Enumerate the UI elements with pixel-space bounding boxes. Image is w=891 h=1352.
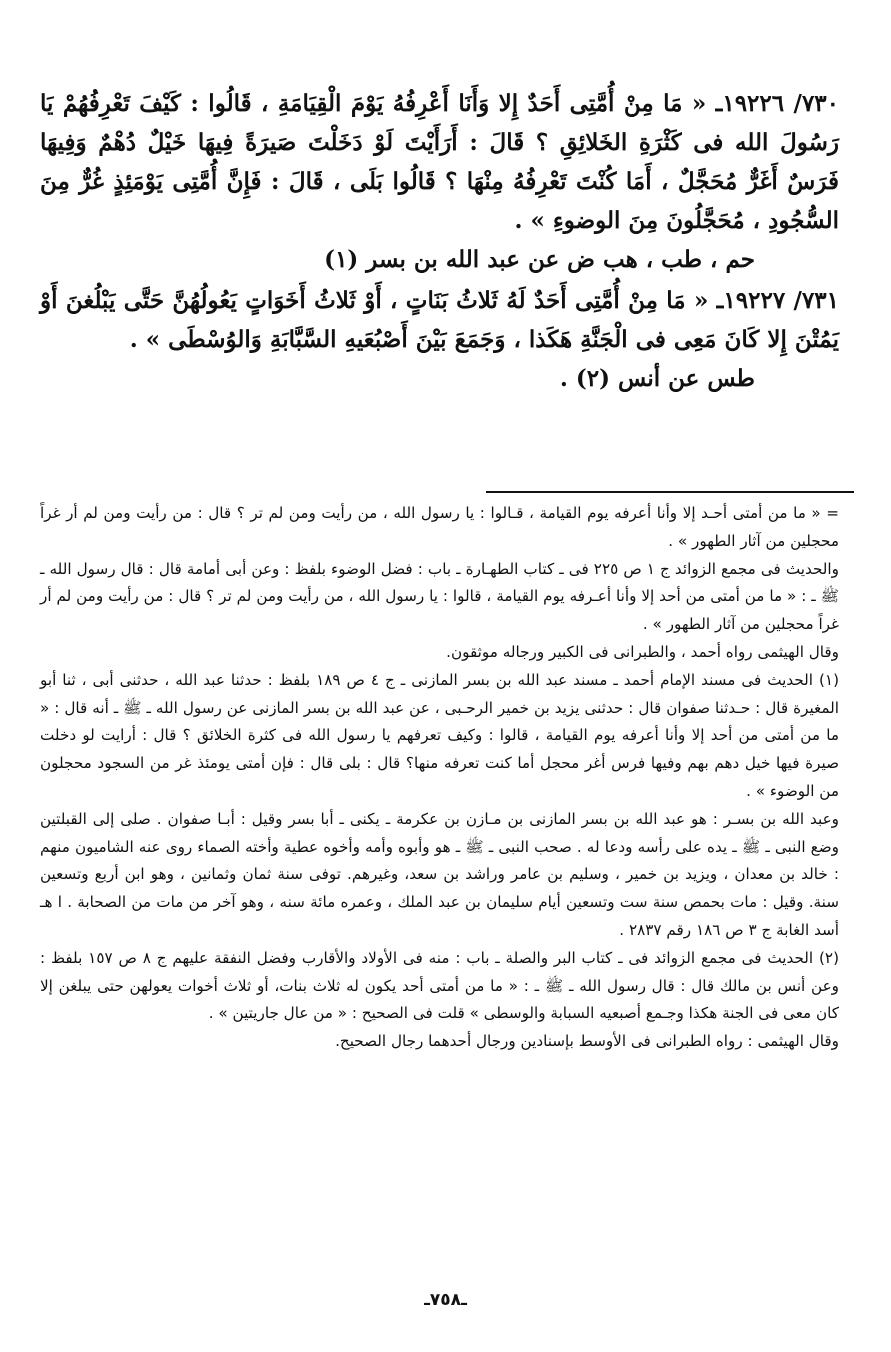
footnote-1: (١) الحديث فى مسند الإمام أحمد ـ مسند عبد الله بن بسر المازنى ـ ج ٤ ص ١٨٩ بلفظ : حدثنا عبد الله ، حدثنى أبى ، ثنا أبو المغيرة قال : حـدثنا صفوان قال : حدثنى يزيد بن خمير الرحـبى ، عن عبد الله بن بسر المازنى عن رسول الله ـ ﷺ ـ أنه قال : « ما من أمتى من أحد إلا وأنا أعرفه يوم القيامة ، قالوا : وكيف تعرفهم يا رسول الله فى كثرة الخلائق ؟ قال : أرايت لو دخلت صيرة فيها خيل دهم بهم وفيها فرس أغر محجل أما كنت تعرفه منها؟ قال : بلى قال : فإن أمتى يومئذ غر من السجود محجلون من الوضوء » . (40, 670, 839, 800)
source-731: طس عن أنس (٢) . (559, 365, 755, 392)
hadith-section (40, 84, 839, 398)
page-number: ـ٧٥٨ـ (424, 1290, 467, 1310)
footnote-paragraph: والحديث فى مجمع الزوائد ج ١ ص ٢٢٥ فى ـ كتاب الطهـارة ـ باب : فضل الوضوء بلفظ : وعن أبى أمامة قال : قال رسول الله ـ ﷺ ـ : « ما من أمتى من أحد إلا وأنا أعـرفه يوم القيامة ، قالوا : يا رسول الله ، من رأيت ومن لم تر ؟ قال : من رأيت ومن لم أر غراً محجلين من آثار الطهور » . (40, 559, 839, 634)
footnotes (40, 500, 839, 1056)
footnote-paragraph: وقال الهيثمى رواه أحمد ، والطبرانى فى الكبير ورجاله موثقون. (446, 642, 839, 661)
footnote-2: (٢) الحديث فى مجمع الزوائد فى ـ كتاب البر والصلة ـ باب : منه فى الأولاد والأقارب وفضل النفقة عليهم ج ٨ ص ١٥٧ بلفظ : وعن أنس بن مالك قال : قال رسول الله ـ ﷺ ـ : « ما من أمتى أحد يكون له ثلاث بنات، أو ثلاث أخوات يعولهن حتى يبلغن إلا كان معى فى الجنة هكذا وجـمع أصبعيه السبابة والوسطى » قلت فى الصحيح : « من عال جاريتين » . (40, 948, 839, 1023)
source-730: حم ، طب ، هب ض عن عبد الله بن بسر (١) (324, 246, 755, 273)
footnote-paragraph: وقال الهيثمى : رواه الطبرانى فى الأوسط بإسنادين ورجال أحدهما رجال الصحيح. (335, 1032, 839, 1051)
footnote-divider (486, 491, 854, 493)
footnote-paragraph: وعبد الله بن بسـر : هو عبد الله بن بسر المازنى بن مـازن بن عكرمة ـ يكنى ـ أبا بسر وقيل : أبـا صفوان . صلى إلى القبلتين وضع النبى ـ ﷺ ـ يده على رأسه ودعا له . صحب النبى ـ ﷺ ـ هو وأبوه وأمه وأخوه عطية وأخته الصماء روى عنه الشاميون منهم : خالد بن معدان ، ويزيد بن خمير ، وسليم بن عامر وراشد بن سعد، وغيرهم. توفى سنة ثمان وثمانين ، وهو ابن أربع وتسعين سنة. وقيل : مات بحمص سنة ست وتسعين أيام سليمان بن عبد الملك ، وعمره مائة سنه ، وهو آخر من مات من الصحابة . ا هـ أسد الغابة ج ٣ ص ١٨٦ رقم ٢٨٣٧ . (40, 809, 839, 939)
footnote-continuation: = « ما من أمتى أحـد إلا وأنا أعرفه يوم القيامة ، قـالوا : يا رسول الله ، من رأيت ومن لم تر ؟ قال : من رأيت ومن لم أر غراً محجلين من آثار الطهور » . (40, 504, 839, 550)
hadith-731: ٧٣١/ ١٩٢٢٧ـ « مَا مِنْ أُمَّتِى أَحَدٌ لَهُ ثَلاثُ بَنَاتٍ ، أَوْ ثَلاثُ أَخَوَاتٍ يَعُولُهُنَّ حَتَّى يَبْلُغنَ أَوْ يَمُتْنَ إِلا كَانَ مَعِى فى الْجَنَّةِ هَكَذا ، وَجَمَعَ بَيْنَ أَصْبُعَيهِ السَّبَّابَةِ وَالوُسْطَى » . (40, 287, 839, 353)
hadith-730: ٧٣٠/ ١٩٢٢٦ـ « مَا مِنْ أُمَّتِى أَحَدٌ إِلا وَأَنَا أَعْرِفُهُ يَوْمَ الْقِيَامَةِ ، قَالُوا : كَيْفَ تَعْرِفُهُمْ يَا رَسُولَ الله فى كَثْرَةِ الخَلائِقِ ؟ قَالَ : أَرَأَيْتَ لَوْ دَخَلْتَ صَيرَةً فِيهَا خَيْلٌ دُهْمٌ وَفِيهَا فَرَسٌ أَغَرٌّ مُحَجَّلٌ ، أَمَا كُنْتَ تَعْرِفُهُ مِنْهَا ؟ قَالُوا بَلَى ، قَالَ : فَإِنَّ أُمَّتِى يَوْمَئِذٍ غُرٌّ مِنَ السُّجُودِ ، مُحَجَّلُونَ مِنَ الوضوءِ » . (40, 90, 839, 234)
